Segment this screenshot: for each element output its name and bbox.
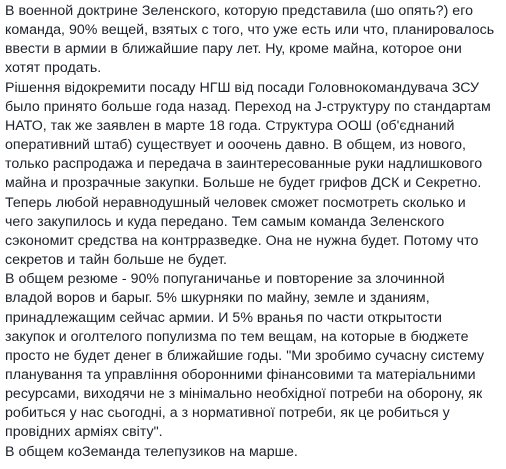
post-text-line: Рішення відокремити посаду НГШ від посади Головнокомандувача ЗСУ [5, 79, 480, 96]
post-text-line: оперативний штаб) существует и ооочень давно. В общем, из нового, [5, 137, 466, 154]
post-text-line: владой воров и барыг. 5% шкурняки по майну, земле и зданиям, [5, 290, 430, 307]
post-text-line: робиться у нас сьогодні, а з нормативної потреби, як це робиться у [5, 405, 450, 422]
post-text-line: хотят продать. [5, 60, 102, 77]
post-text-line: планування та управління оборонними фінансовими та матеріальними [5, 366, 476, 383]
post-text-line: секретов и тайн больше не будет. [5, 252, 227, 269]
post-text-line: ресурсами, виходячи не з мінімально необхідної потреби на оборону, як [5, 386, 483, 403]
post-text-line: В военной доктрине Зеленского, которую представила (шо опять?) его [5, 3, 473, 19]
post-text-line: чего закупилось и куда передано. Тем самым команда Зеленского [5, 213, 445, 230]
post-text-line: В общем резюме - 90% попуганичанье и повторение за злочинной [5, 271, 445, 288]
post-text-line: принадлежащим сейчас армии. И 5% вранья по части открытости [5, 309, 442, 326]
post-text-line: майна и прозрачные закупки. Больше не будет грифов ДСК и Секретно. [5, 175, 482, 192]
post-text-line: В общем коЗеманда телепузиков на марше. [5, 443, 298, 460]
post-text-line: НАТО, так же заявлен в марте 18 года. Структура ООШ (об'єднаний [5, 117, 455, 134]
post-text-line: было принято больше года назад. Переход на J-структуру по стандартам [5, 98, 491, 115]
post-text-line: закупок и оголтелого популизма по тем вещам, на которые в бюджете [5, 328, 469, 345]
post-text-line: команда, 90% вещей, взятых с того, что уже есть или что, планировалось [5, 22, 495, 39]
post-text-line: Теперь любой неравнодушный человек сможет посмотреть сколько и [5, 194, 466, 211]
post-text-line: сэкономит средства на контрразведке. Она не нужна будет. Потому что [5, 232, 479, 249]
post-text-line: ввести в армии в ближайшие пару лет. Ну, кроме майна, которое они [5, 41, 462, 58]
post-text-line: только распродажа и передача в заинтересованные руки надлишкового [5, 156, 483, 173]
post-text-line: просто не будет денег в ближайшие годы. "Ми зробимо сучасну систему [5, 347, 485, 364]
post-text-line: провідних арміях світу". [5, 424, 163, 441]
